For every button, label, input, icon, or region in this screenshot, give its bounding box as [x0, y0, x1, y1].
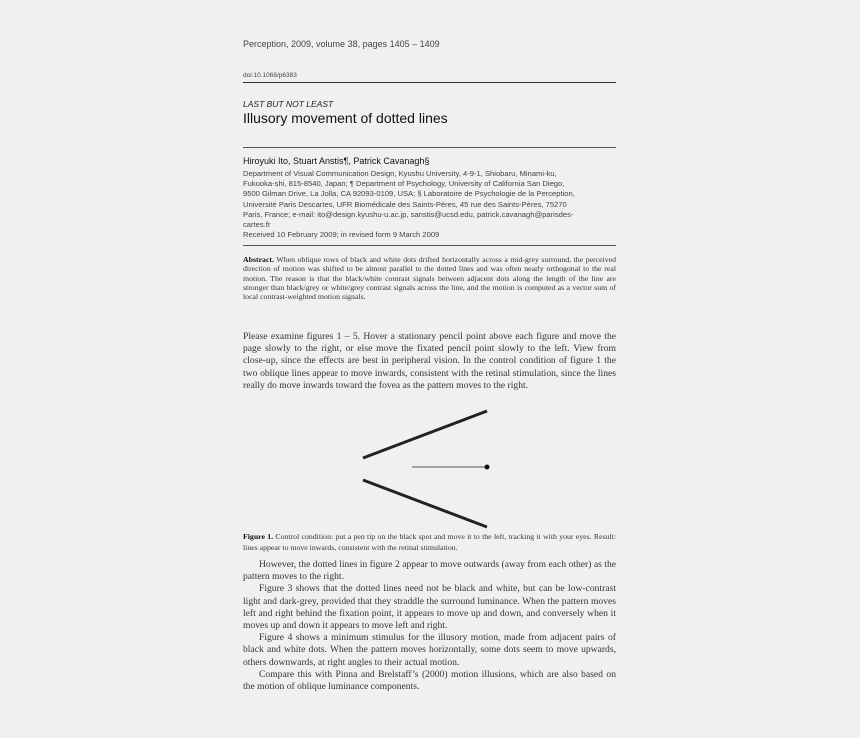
figure-label: Figure 1. — [243, 532, 274, 541]
affiliation-line: Paris, France; e-mail: ito@design.kyushu-u.ac.jp, sanstis@ucsd.edu, patrick.cavanagh@parisdes- — [243, 209, 574, 219]
abstract-label: Abstract. — [243, 255, 274, 264]
affiliation-line: 9500 Gilman Drive, La Jolla, CA 92093-0109, USA; § Laboratoire de Psychologie de la Perception, — [243, 189, 575, 199]
paragraph: However, the dotted lines in figure 2 appear to move outwards (away from each other) as the pattern moves to the right. — [243, 559, 616, 583]
header-rule — [243, 82, 616, 83]
received-date: Received 10 February 2009; in revised form 9 March 2009 — [243, 230, 440, 240]
figure-1-caption — [243, 532, 616, 553]
journal-citation: Perception, 2009, volume 38, pages 1405 – 1409 — [243, 39, 440, 49]
section-label: LAST BUT NOT LEAST — [243, 99, 334, 109]
lower-oblique-line — [363, 480, 487, 527]
title-rule — [243, 147, 616, 148]
doi: doi:10.1068/p6383 — [243, 72, 297, 79]
upper-oblique-line — [363, 411, 487, 458]
figure-1 — [340, 400, 520, 535]
body-intro: Please examine figures 1 – 5. Hover a stationary pencil point above each figure and move the page slowly to the right, or else move the fixated pencil point slowly to the left. View from close-up, since the effects are best in peripheral vision. In the control condition of figure 1 the two oblique lines appear to move inwards, consistent with the retinal stimulation, since the lines really do move inwards toward the fovea as the pattern moves to the right. — [243, 331, 616, 391]
author-list: Hiroyuki Ito, Stuart Anstis¶, Patrick Cavanagh§ — [243, 156, 430, 166]
article-title: Illusory movement of dotted lines — [243, 110, 448, 126]
paragraph: Compare this with Pinna and Brelstaff’s (2000) motion illusions, which are also based on the motion of oblique luminance components. — [243, 668, 616, 693]
fixation-spot — [485, 465, 490, 470]
abstract-rule — [243, 245, 616, 246]
affiliation-line: Department of Visual Communication Design, Kyushu University, 4-9-1, Shiobaru, Minami-ku, — [243, 169, 557, 178]
affiliation-line: Fukuoka-shi, 815-8540, Japan; ¶ Department of Psychology, University of California San Diego, — [243, 179, 565, 189]
abstract — [243, 255, 616, 301]
caption-text: Control condition: put a pen tip on the black spot and move it to the left, tracking it with your eyes. Result: lines appear to move inwards, consistent with the retinal stimulation. — [243, 532, 616, 552]
paragraph: Figure 3 shows that the dotted lines need not be black and white, but can be low-contrast light and dark-grey, provided that they straddle the surround luminance. When the pattern moves left and right behind the fixation point, it appears to move up and down, and conversely when it moves up and down it appears to move left and right. — [243, 583, 616, 632]
affiliation-line: Université Paris Descartes, UFR Biomédicale des Saints-Pères, 45 rue des Saints-Pères, 75270 — [243, 199, 567, 209]
affiliation-line: cartes.fr — [243, 220, 271, 230]
abstract-text: When oblique rows of black and white dots drifted horizontally across a mid-grey surround, the perceived direction of motion was shifted to be almost parallel to the dotted lines and was often nearly orthogonal to the real motion. The reason is that the black/white contrast signals between adjacent dots along the length of the line are stronger than black/grey or white/grey contrast signals across the line, and the motion is computed as a vector sum of local contrast-weighted motion signals. — [243, 255, 616, 302]
body-paragraphs — [243, 559, 616, 693]
affiliations — [243, 169, 615, 240]
paragraph: Figure 4 shows a minimum stimulus for the illusory motion, made from adjacent pairs of black and white dots. When the pattern moves horizontally, some dots seem to move upwards, others downwards, at right angles to their actual motion. — [243, 632, 616, 668]
